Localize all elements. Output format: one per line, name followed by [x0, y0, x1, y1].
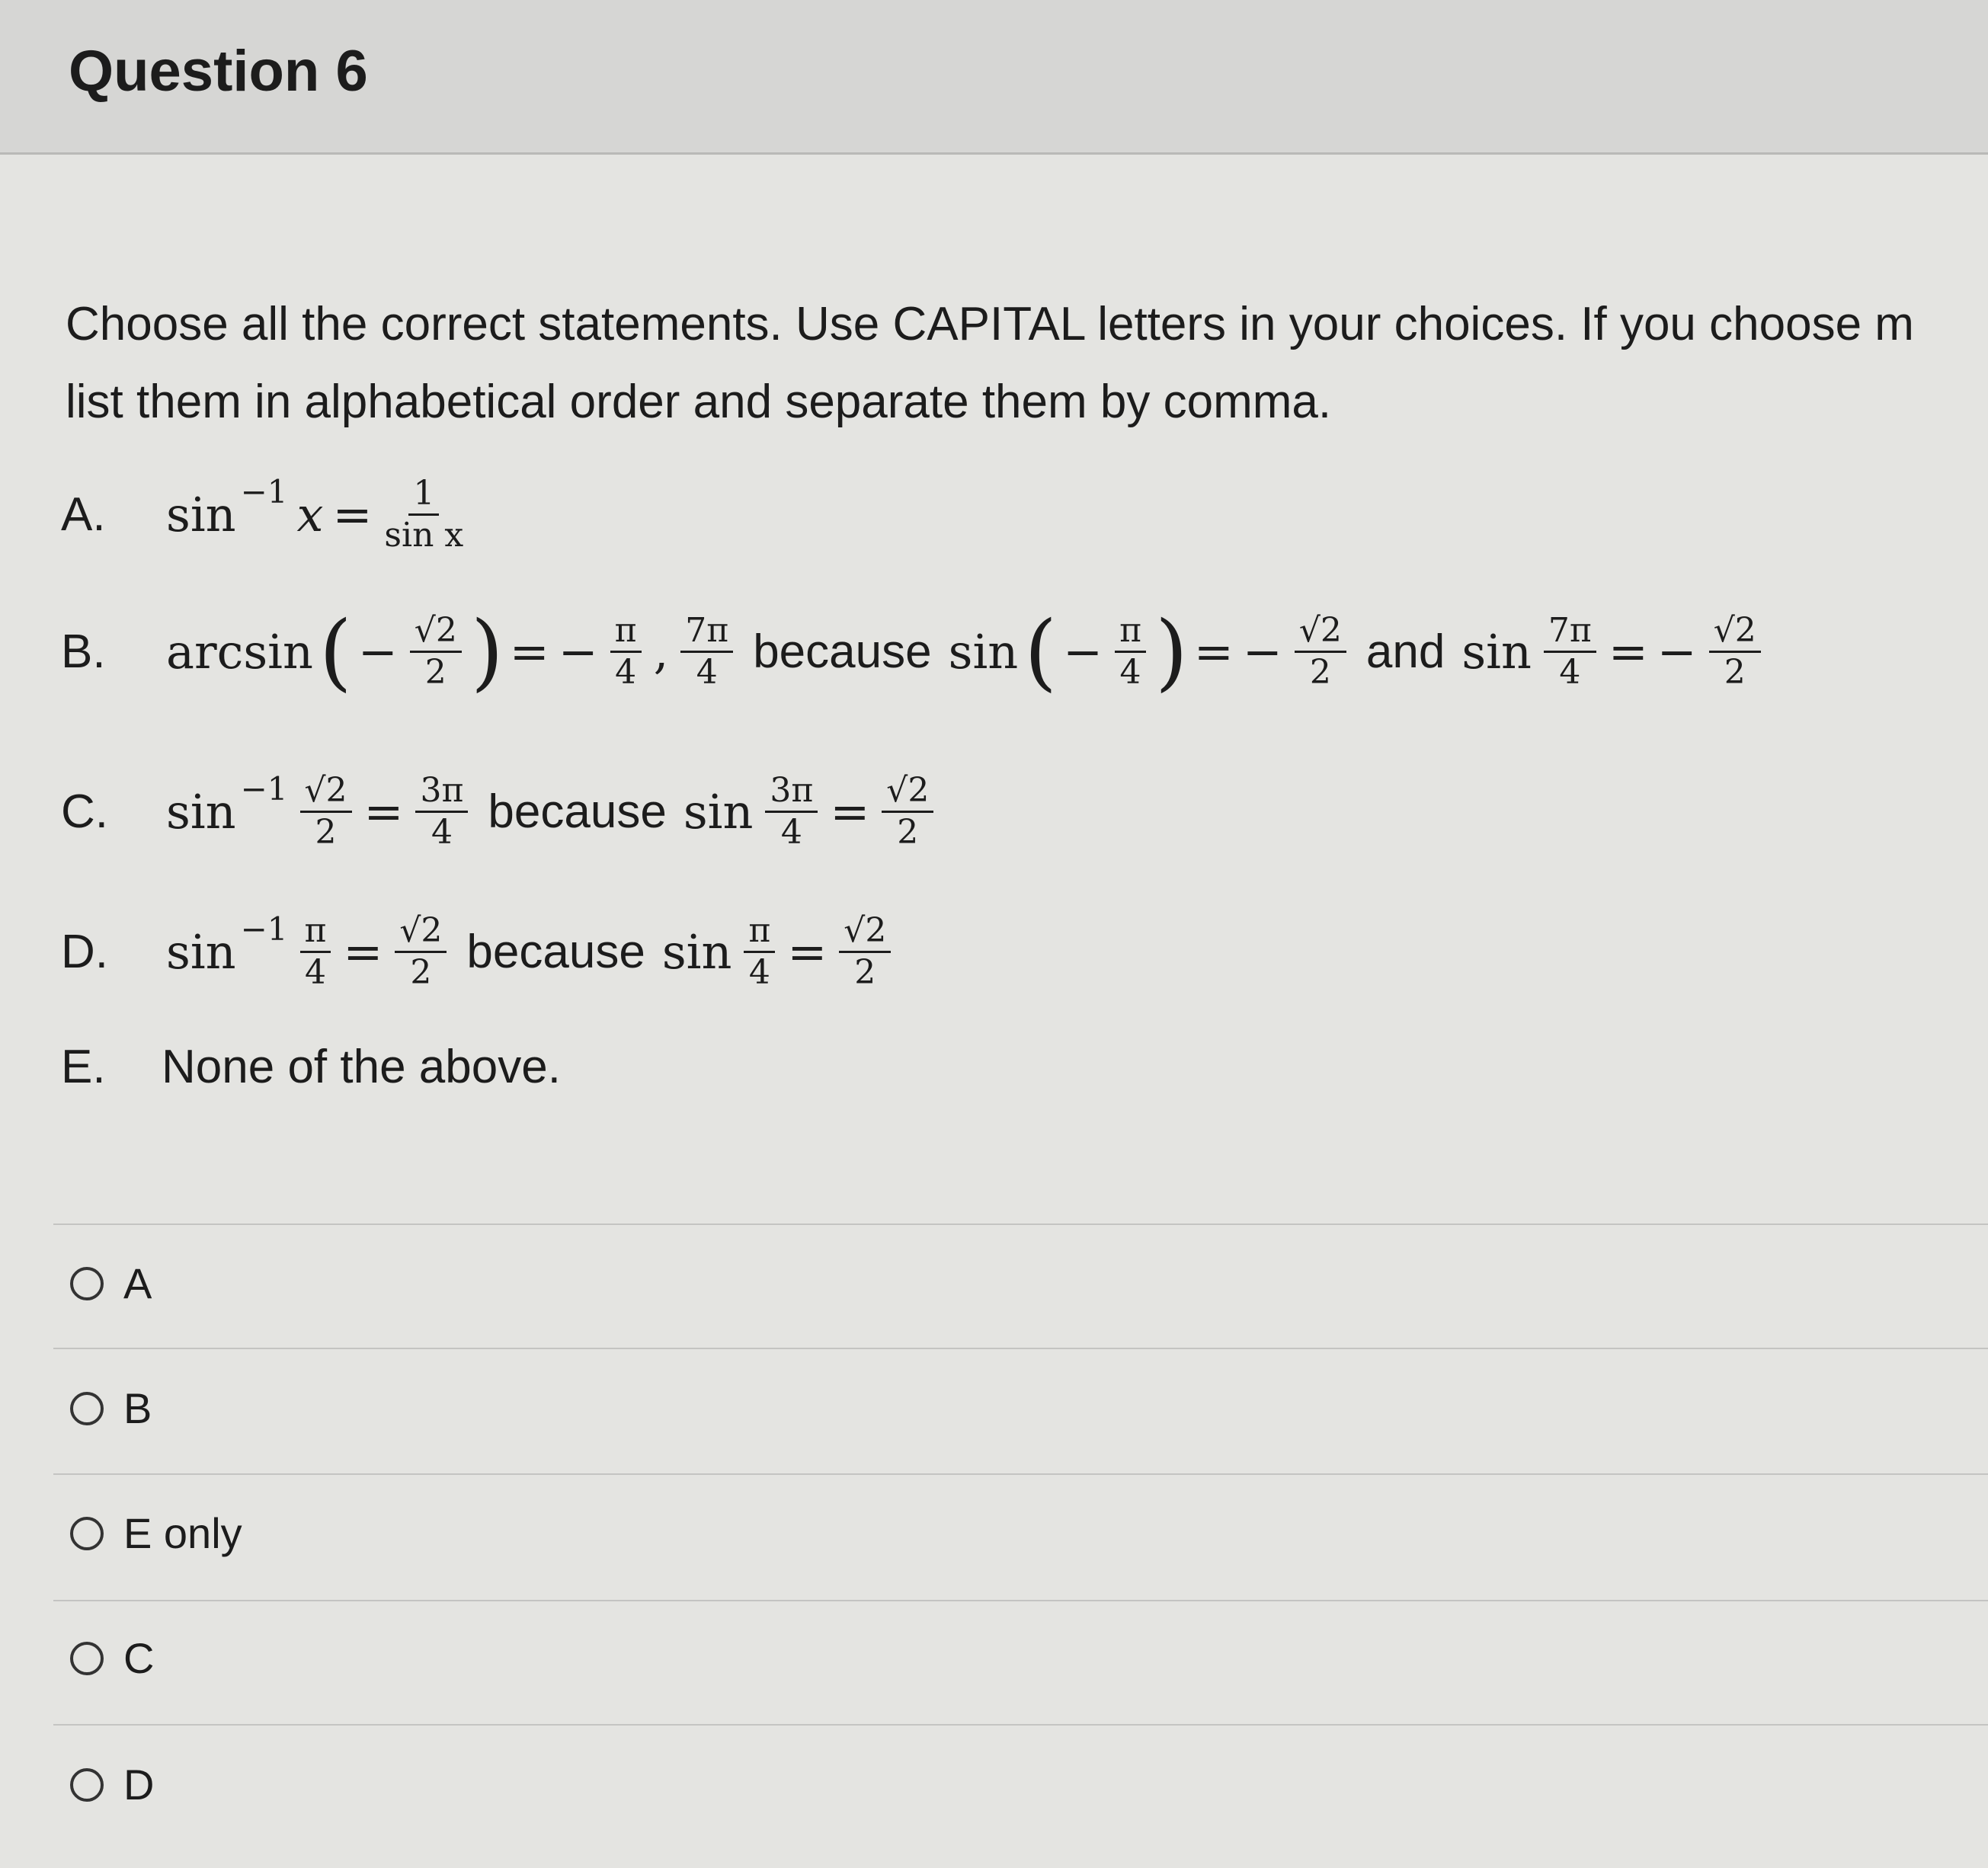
fraction-numerator: 1: [408, 474, 439, 516]
math-symbol: =: [363, 784, 404, 840]
divider: [53, 1473, 1988, 1475]
radio-button[interactable]: [70, 1642, 104, 1675]
statement-letter: E.: [61, 1041, 106, 1093]
fraction-numerator: √2: [300, 771, 352, 813]
fraction-numerator: π: [744, 911, 775, 953]
statement-letter: D.: [61, 926, 108, 978]
math-fraction: [410, 611, 462, 693]
math-word: because: [466, 926, 645, 978]
fraction-numerator: π: [1115, 611, 1146, 653]
math-fraction: [839, 911, 891, 993]
statement-a: [61, 474, 471, 555]
statement-e: [61, 1040, 561, 1094]
radio-button[interactable]: [70, 1267, 104, 1300]
math-symbol: ,: [653, 623, 669, 680]
math-symbol: =: [343, 924, 383, 980]
math-fraction: [415, 771, 468, 852]
math-symbol: sin: [166, 784, 236, 840]
math-fraction: [1544, 611, 1596, 693]
math-symbol: arcsin: [166, 623, 313, 680]
answer-option-d[interactable]: [70, 1760, 154, 1809]
radio-button[interactable]: [70, 1392, 104, 1425]
math-fraction: [300, 911, 331, 993]
question-header: [0, 0, 1988, 155]
statement-b: [61, 603, 1769, 700]
math-symbol: −: [1063, 623, 1103, 680]
answer-option-b[interactable]: [70, 1383, 152, 1433]
math-symbol: −: [558, 623, 598, 680]
math-fraction: [395, 911, 447, 993]
option-label: A: [123, 1259, 152, 1307]
option-label: D: [123, 1761, 155, 1809]
option-label: C: [123, 1634, 155, 1682]
statement-letter: A.: [61, 488, 106, 541]
fraction-denominator: 4: [696, 652, 718, 692]
fraction-denominator: sin x: [384, 516, 464, 555]
answer-option-c[interactable]: [70, 1633, 154, 1683]
fraction-numerator: π: [300, 911, 331, 953]
math-expression: [162, 771, 941, 852]
fraction-numerator: √2: [1709, 611, 1761, 653]
math-expression: [162, 911, 898, 993]
fraction-numerator: 7π: [680, 611, 733, 653]
math-expression: [162, 603, 1769, 700]
math-symbol: =: [830, 784, 870, 840]
fraction-denominator: 2: [424, 652, 447, 692]
divider: [53, 1724, 1988, 1726]
math-fraction: [680, 611, 733, 693]
math-word: and: [1365, 625, 1445, 678]
math-fraction: [610, 611, 642, 693]
math-symbol: sin: [166, 924, 236, 980]
option-label: B: [123, 1384, 152, 1432]
fraction-denominator: 4: [1119, 652, 1141, 692]
fraction-denominator: 4: [748, 953, 770, 992]
radio-button[interactable]: [70, 1768, 104, 1802]
math-variable: x: [296, 487, 324, 542]
math-word: because: [488, 785, 667, 838]
math-symbol: =: [509, 623, 549, 680]
divider: [53, 1348, 1988, 1349]
math-symbol: =: [787, 924, 828, 980]
answer-option-a[interactable]: [70, 1259, 152, 1308]
statement-text: None of the above.: [162, 1041, 561, 1093]
math-symbol: sin: [948, 623, 1019, 680]
fraction-numerator: √2: [1295, 611, 1346, 653]
prompt-line-1: Choose all the correct statements. Use CAPITAL letters in your choices. If you choose m: [66, 298, 1914, 350]
prompt-line-2: list them in alphabetical order and separate them by comma.: [66, 376, 1332, 428]
fraction-numerator: 3π: [415, 771, 468, 813]
option-label: E only: [123, 1509, 242, 1557]
math-superscript: −1: [240, 473, 288, 510]
math-fraction: [384, 474, 463, 555]
fraction-denominator: 2: [854, 953, 876, 992]
math-symbol: sin: [683, 784, 754, 840]
fraction-numerator: √2: [882, 771, 933, 813]
math-fraction: [1295, 611, 1346, 693]
math-symbol: sin: [166, 487, 236, 542]
fraction-denominator: 2: [315, 813, 337, 852]
statement-letter: C.: [61, 785, 108, 838]
math-symbol: =: [1608, 623, 1648, 680]
statement-c: [61, 771, 941, 852]
fraction-denominator: 4: [431, 813, 453, 852]
math-fraction: [765, 771, 818, 852]
answer-option-e-only[interactable]: [70, 1508, 242, 1558]
fraction-denominator: 2: [1724, 652, 1746, 692]
math-fraction: [300, 771, 352, 852]
math-superscript: −1: [240, 770, 288, 808]
statement-d: [61, 911, 898, 993]
math-fraction: [1115, 611, 1146, 693]
fraction-denominator: 4: [615, 652, 637, 692]
fraction-denominator: 2: [1309, 652, 1331, 692]
fraction-denominator: 4: [780, 813, 802, 852]
fraction-denominator: 2: [897, 813, 919, 852]
math-symbol: −: [1242, 623, 1282, 680]
math-fraction: [744, 911, 775, 993]
math-symbol: sin: [1461, 623, 1532, 680]
math-word: because: [753, 625, 932, 678]
radio-button[interactable]: [70, 1517, 104, 1550]
fraction-denominator: 4: [304, 953, 326, 992]
math-paren: (: [319, 603, 352, 700]
math-symbol: =: [332, 487, 373, 542]
math-symbol: =: [1193, 623, 1234, 680]
math-paren: ): [470, 603, 504, 700]
fraction-numerator: √2: [839, 911, 891, 953]
math-symbol: −: [357, 623, 398, 680]
fraction-numerator: √2: [410, 611, 462, 653]
math-paren: ): [1155, 603, 1188, 700]
fraction-denominator: 4: [1559, 652, 1581, 692]
math-fraction: [1709, 611, 1761, 693]
fraction-numerator: √2: [395, 911, 447, 953]
math-expression: [162, 474, 471, 555]
divider: [53, 1223, 1988, 1225]
question-prompt: [66, 286, 1914, 441]
fraction-numerator: 3π: [765, 771, 818, 813]
math-paren: (: [1024, 603, 1058, 700]
fraction-numerator: π: [610, 611, 642, 653]
math-superscript: −1: [240, 910, 288, 948]
fraction-numerator: 7π: [1544, 611, 1596, 653]
math-fraction: [882, 771, 933, 852]
fraction-denominator: 2: [410, 953, 432, 992]
math-symbol: sin: [661, 924, 732, 980]
divider: [53, 1600, 1988, 1601]
statement-letter: B.: [61, 625, 106, 678]
math-symbol: −: [1657, 623, 1697, 680]
question-title: Question 6: [69, 39, 368, 104]
